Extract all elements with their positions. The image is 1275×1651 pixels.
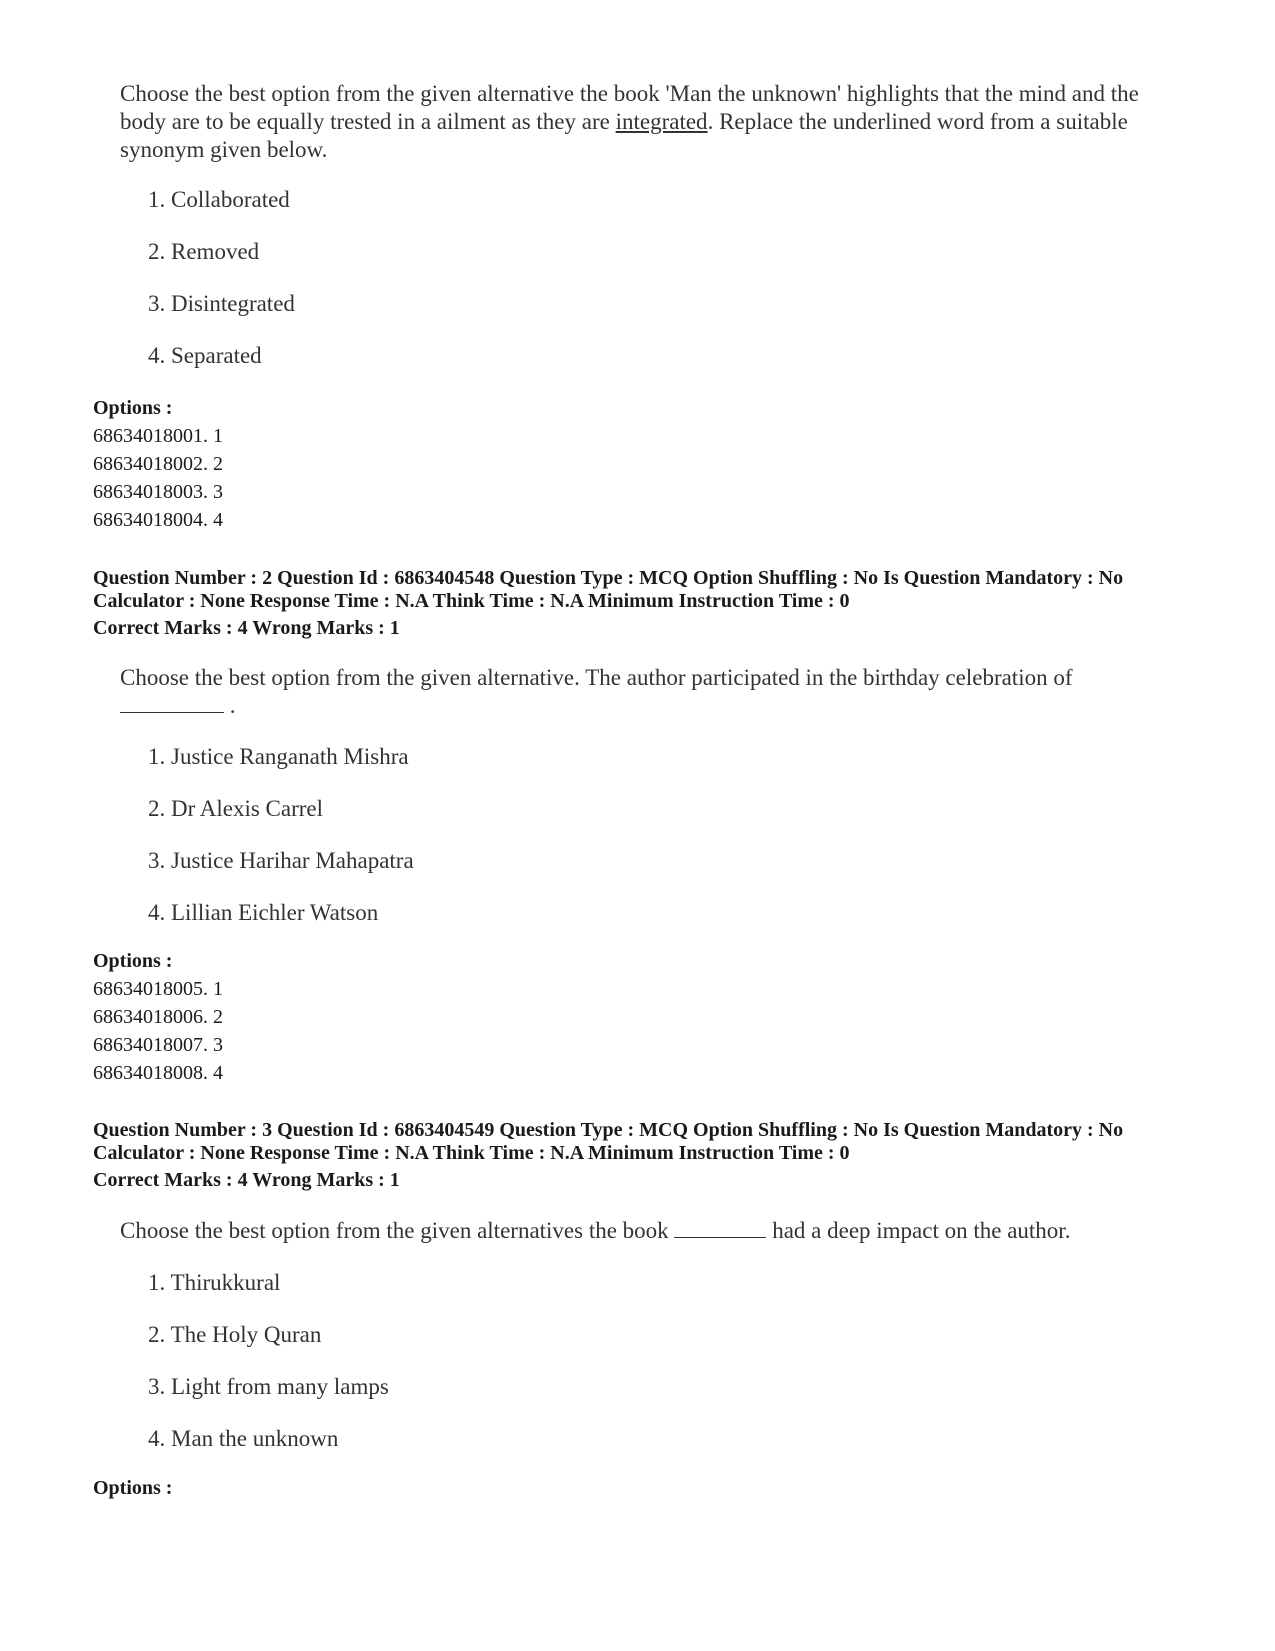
question-2-option-2: 68634018006. 2 [93,1006,223,1028]
question-3-marks: Correct Marks : 4 Wrong Marks : 1 [93,1169,400,1191]
question-1-option-3: 68634018003. 3 [93,481,223,503]
question-1-underlined-word: integrated [615,109,708,134]
question-1-text-start: Choose the best option from the given alternative the book 'Man the unknown' highlights that the mind and the body are to be equally trested in a ailment as they are [120,81,1139,134]
question-1-text [120,80,1180,164]
question-3-blank [674,1217,766,1238]
question-2-choice-2: 2. Dr Alexis Carrel [148,796,324,821]
question-2-meta-line-2: Calculator : None Response Time : N.A Think Time : N.A Minimum Instruction Time : 0 [93,590,850,612]
question-1-option-1: 68634018001. 1 [93,425,223,447]
question-3-choice-3: 3. Light from many lamps [148,1374,389,1399]
question-2-text-line: Choose the best option from the given alternative. The author participated in the birthday celebration of [120,665,1073,690]
question-2-options-label: Options : [93,950,173,972]
question-3-options-label: Options : [93,1477,173,1499]
question-2-blank-line [120,692,1180,720]
question-2-choice-4: 4. Lillian Eichler Watson [148,900,379,925]
question-2-option-3: 68634018007. 3 [93,1034,223,1056]
question-2-choice-1: 1. Justice Ranganath Mishra [148,744,409,769]
question-3-choice-1: 1. Thirukkural [148,1270,281,1295]
question-1-choice-1: 1. Collaborated [148,187,290,212]
question-1-option-2: 68634018002. 2 [93,453,223,475]
question-2-choice-3: 3. Justice Harihar Mahapatra [148,848,414,873]
question-1-choice-3: 3. Disintegrated [148,291,295,316]
question-1-text-end: . Replace the underlined word from a suitable synonym given below. [120,109,1128,162]
question-3-choice-4: 4. Man the unknown [148,1426,339,1451]
question-1-choice-2: 2. Removed [148,239,260,264]
question-2-marks: Correct Marks : 4 Wrong Marks : 1 [93,617,400,639]
question-2-text-end: . [224,693,236,718]
question-3-choice-2: 2. The Holy Quran [148,1322,322,1347]
question-2-meta-line-1: Question Number : 2 Question Id : 6863404548 Question Type : MCQ Option Shuffling : No Is Question Mandatory : No [93,567,1124,589]
question-3-text [120,1217,1180,1245]
question-2-blank [120,692,224,713]
question-1-option-4: 68634018004. 4 [93,509,223,531]
question-1-options-label: Options : [93,397,173,419]
question-3-text-start: Choose the best option from the given alternatives the book [120,1218,675,1243]
question-3-meta-line-2: Calculator : None Response Time : N.A Think Time : N.A Minimum Instruction Time : 0 [93,1142,850,1164]
question-2-option-1: 68634018005. 1 [93,978,223,1000]
question-1-choice-4: 4. Separated [148,343,262,368]
question-2-option-4: 68634018008. 4 [93,1062,223,1084]
question-3-text-end: had a deep impact on the author. [766,1218,1071,1243]
question-3-meta-line-1: Question Number : 3 Question Id : 6863404549 Question Type : MCQ Option Shuffling : No Is Question Mandatory : No [93,1119,1124,1141]
